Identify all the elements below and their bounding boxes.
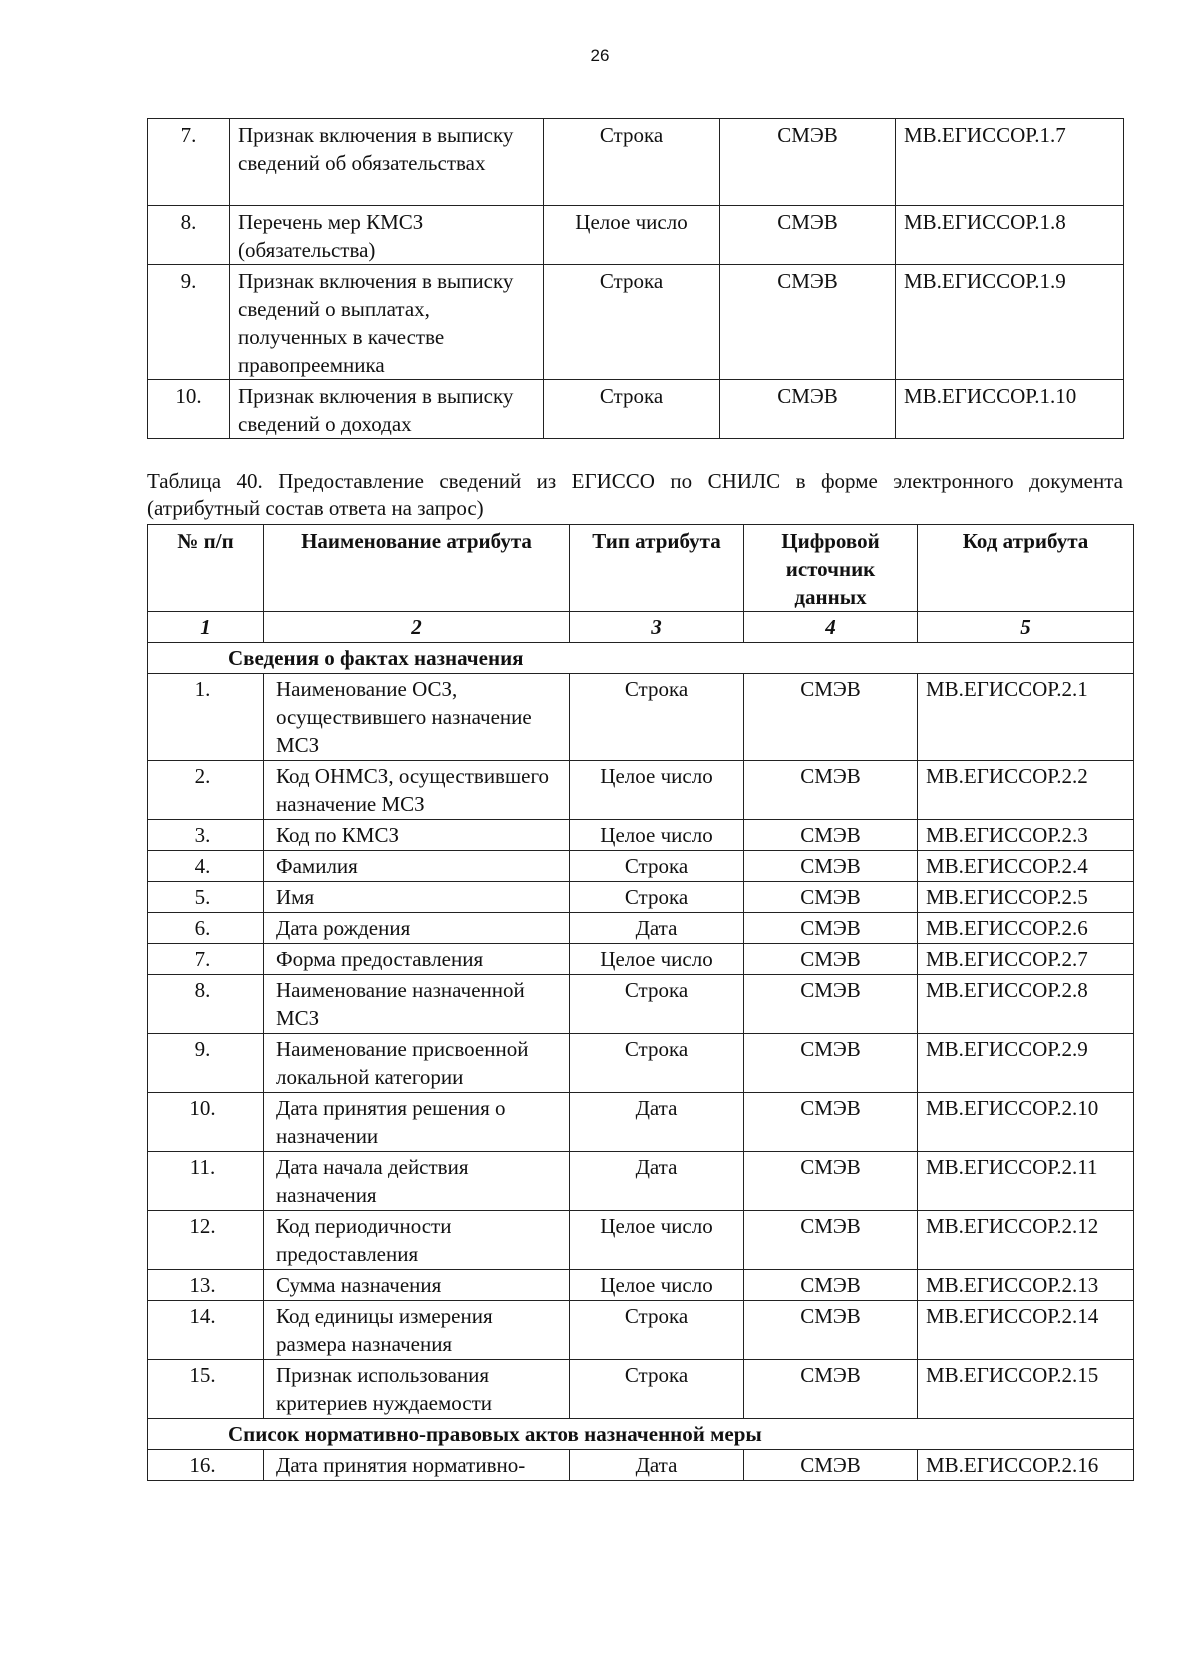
table-row: [148, 882, 1134, 913]
attribute-code: МВ.ЕГИССОР.1.8: [896, 206, 1124, 265]
attribute-type: Дата: [570, 1152, 744, 1211]
row-number: 7.: [148, 944, 264, 975]
row-number: 15.: [148, 1360, 264, 1419]
row-number: 8.: [148, 975, 264, 1034]
data-source: СМЭВ: [744, 975, 918, 1034]
attribute-name: Форма предоставления: [264, 944, 570, 975]
attribute-code: МВ.ЕГИССОР.2.10: [918, 1093, 1134, 1152]
table-row: [148, 1152, 1134, 1211]
attribute-name: Признак включения в выписку сведений о доходах: [230, 380, 544, 439]
attribute-name: Код периодичности предоставления: [264, 1211, 570, 1270]
data-source: СМЭВ: [744, 1450, 918, 1481]
row-number: 4.: [148, 851, 264, 882]
attribute-type: Дата: [570, 1450, 744, 1481]
attribute-code: МВ.ЕГИССОР.2.15: [918, 1360, 1134, 1419]
attribute-type: Строка: [570, 674, 744, 761]
data-source: СМЭВ: [744, 944, 918, 975]
data-source: СМЭВ: [720, 380, 896, 439]
attribute-code: МВ.ЕГИССОР.2.2: [918, 761, 1134, 820]
section-title: Сведения о фактах назначения: [148, 643, 1134, 674]
data-source: СМЭВ: [744, 1034, 918, 1093]
section-row: [148, 1419, 1134, 1450]
data-source: СМЭВ: [744, 851, 918, 882]
table-row: [148, 1270, 1134, 1301]
attribute-name: Код по КМСЗ: [264, 820, 570, 851]
attribute-code: МВ.ЕГИССОР.2.5: [918, 882, 1134, 913]
header-type: Тип атрибута: [570, 525, 744, 612]
header-num: № п/п: [148, 525, 264, 612]
attribute-name: Имя: [264, 882, 570, 913]
attribute-name: Дата принятия нормативно-: [264, 1450, 570, 1481]
table-row: [148, 674, 1134, 761]
attribute-code: МВ.ЕГИССОР.2.14: [918, 1301, 1134, 1360]
column-index: 3: [570, 612, 744, 643]
header-code: Код атрибута: [918, 525, 1134, 612]
row-number: 5.: [148, 882, 264, 913]
attribute-name: Дата рождения: [264, 913, 570, 944]
table-row: [148, 265, 1124, 380]
table-row: [148, 1360, 1134, 1419]
continued-attribute-table: [147, 118, 1124, 439]
row-number: 1.: [148, 674, 264, 761]
page-number: 26: [590, 46, 610, 65]
attribute-type: Дата: [570, 913, 744, 944]
attribute-name: Перечень мер КМСЗ (обязательства): [230, 206, 544, 265]
attribute-code: МВ.ЕГИССОР.1.9: [896, 265, 1124, 380]
row-number: 2.: [148, 761, 264, 820]
table-row: [148, 1093, 1134, 1152]
header-source: Цифровой источник данных: [744, 525, 918, 612]
data-source: СМЭВ: [744, 882, 918, 913]
attribute-type: Целое число: [570, 944, 744, 975]
attribute-name: Код ОНМСЗ, осуществившего назначение МСЗ: [264, 761, 570, 820]
row-number: 10.: [148, 380, 230, 439]
table-row: [148, 1034, 1134, 1093]
column-index: 2: [264, 612, 570, 643]
row-number: 3.: [148, 820, 264, 851]
attribute-name: Сумма назначения: [264, 1270, 570, 1301]
attribute-type: Строка: [570, 882, 744, 913]
attribute-type: Целое число: [570, 1270, 744, 1301]
attribute-code: МВ.ЕГИССОР.2.13: [918, 1270, 1134, 1301]
row-number: 9.: [148, 265, 230, 380]
table-40: [147, 524, 1134, 1481]
attribute-type: Строка: [570, 1360, 744, 1419]
table-row: [148, 380, 1124, 439]
row-number: 6.: [148, 913, 264, 944]
attribute-code: МВ.ЕГИССОР.2.7: [918, 944, 1134, 975]
attribute-type: Целое число: [570, 820, 744, 851]
attribute-name: Наименование присвоенной локальной категории: [264, 1034, 570, 1093]
column-index: 5: [918, 612, 1134, 643]
attribute-code: МВ.ЕГИССОР.2.4: [918, 851, 1134, 882]
table-row: [148, 913, 1134, 944]
data-source: СМЭВ: [744, 1360, 918, 1419]
data-source: СМЭВ: [744, 820, 918, 851]
table-row: [148, 1211, 1134, 1270]
attribute-code: МВ.ЕГИССОР.2.3: [918, 820, 1134, 851]
data-source: СМЭВ: [744, 674, 918, 761]
attribute-type: Строка: [570, 975, 744, 1034]
row-number: 14.: [148, 1301, 264, 1360]
table-row: [148, 206, 1124, 265]
table-row: [148, 1301, 1134, 1360]
data-source: СМЭВ: [744, 1301, 918, 1360]
table-row: [148, 975, 1134, 1034]
attribute-name: Признак включения в выписку сведений о выплатах, полученных в качестве правопреемника: [230, 265, 544, 380]
attribute-name: Наименование ОСЗ, осуществившего назначение МСЗ: [264, 674, 570, 761]
attribute-code: МВ.ЕГИССОР.2.12: [918, 1211, 1134, 1270]
attribute-type: Строка: [570, 851, 744, 882]
attribute-code: МВ.ЕГИССОР.2.1: [918, 674, 1134, 761]
data-source: СМЭВ: [744, 761, 918, 820]
attribute-type: Целое число: [570, 1211, 744, 1270]
attribute-type: Строка: [570, 1301, 744, 1360]
row-number: 7.: [148, 119, 230, 206]
row-number: 11.: [148, 1152, 264, 1211]
attribute-type: Строка: [570, 1034, 744, 1093]
row-number: 13.: [148, 1270, 264, 1301]
data-source: СМЭВ: [744, 1270, 918, 1301]
table-row: [148, 1450, 1134, 1481]
attribute-type: Дата: [570, 1093, 744, 1152]
column-index: 1: [148, 612, 264, 643]
data-source: СМЭВ: [720, 206, 896, 265]
data-source: СМЭВ: [744, 913, 918, 944]
row-number: 12.: [148, 1211, 264, 1270]
row-number: 8.: [148, 206, 230, 265]
section-row: [148, 643, 1134, 674]
table-row: [148, 851, 1134, 882]
attribute-code: МВ.ЕГИССОР.2.6: [918, 913, 1134, 944]
row-number: 10.: [148, 1093, 264, 1152]
table-caption: Таблица 40. Предоставление сведений из ЕГИССО по СНИЛС в форме электронного документа (атрибутный состав ответа на запрос): [147, 469, 1123, 520]
attribute-type: Целое число: [570, 761, 744, 820]
attribute-name: Наименование назначенной МСЗ: [264, 975, 570, 1034]
table-row: [148, 820, 1134, 851]
column-index: 4: [744, 612, 918, 643]
attribute-code: МВ.ЕГИССОР.2.16: [918, 1450, 1134, 1481]
table-row: [148, 119, 1124, 206]
attribute-code: МВ.ЕГИССОР.1.7: [896, 119, 1124, 206]
attribute-name: Признак использования критериев нуждаемости: [264, 1360, 570, 1419]
attribute-type: Строка: [544, 265, 720, 380]
attribute-code: МВ.ЕГИССОР.2.9: [918, 1034, 1134, 1093]
table-row: [148, 761, 1134, 820]
column-index-row: [148, 612, 1134, 643]
table-header-row: [148, 525, 1134, 612]
attribute-type: Целое число: [544, 206, 720, 265]
attribute-name: Признак включения в выписку сведений об обязательствах: [230, 119, 544, 206]
row-number: 16.: [148, 1450, 264, 1481]
data-source: СМЭВ: [720, 265, 896, 380]
table-row: [148, 944, 1134, 975]
data-source: СМЭВ: [744, 1211, 918, 1270]
attribute-name: Дата начала действия назначения: [264, 1152, 570, 1211]
attribute-name: Код единицы измерения размера назначения: [264, 1301, 570, 1360]
attribute-type: Строка: [544, 380, 720, 439]
attribute-type: Строка: [544, 119, 720, 206]
section-title: Список нормативно-правовых актов назначенной меры: [148, 1419, 1134, 1450]
data-source: СМЭВ: [720, 119, 896, 206]
attribute-code: МВ.ЕГИССОР.2.8: [918, 975, 1134, 1034]
data-source: СМЭВ: [744, 1093, 918, 1152]
row-number: 9.: [148, 1034, 264, 1093]
data-source: СМЭВ: [744, 1152, 918, 1211]
header-name: Наименование атрибута: [264, 525, 570, 612]
attribute-code: МВ.ЕГИССОР.1.10: [896, 380, 1124, 439]
attribute-name: Дата принятия решения о назначении: [264, 1093, 570, 1152]
attribute-name: Фамилия: [264, 851, 570, 882]
attribute-code: МВ.ЕГИССОР.2.11: [918, 1152, 1134, 1211]
